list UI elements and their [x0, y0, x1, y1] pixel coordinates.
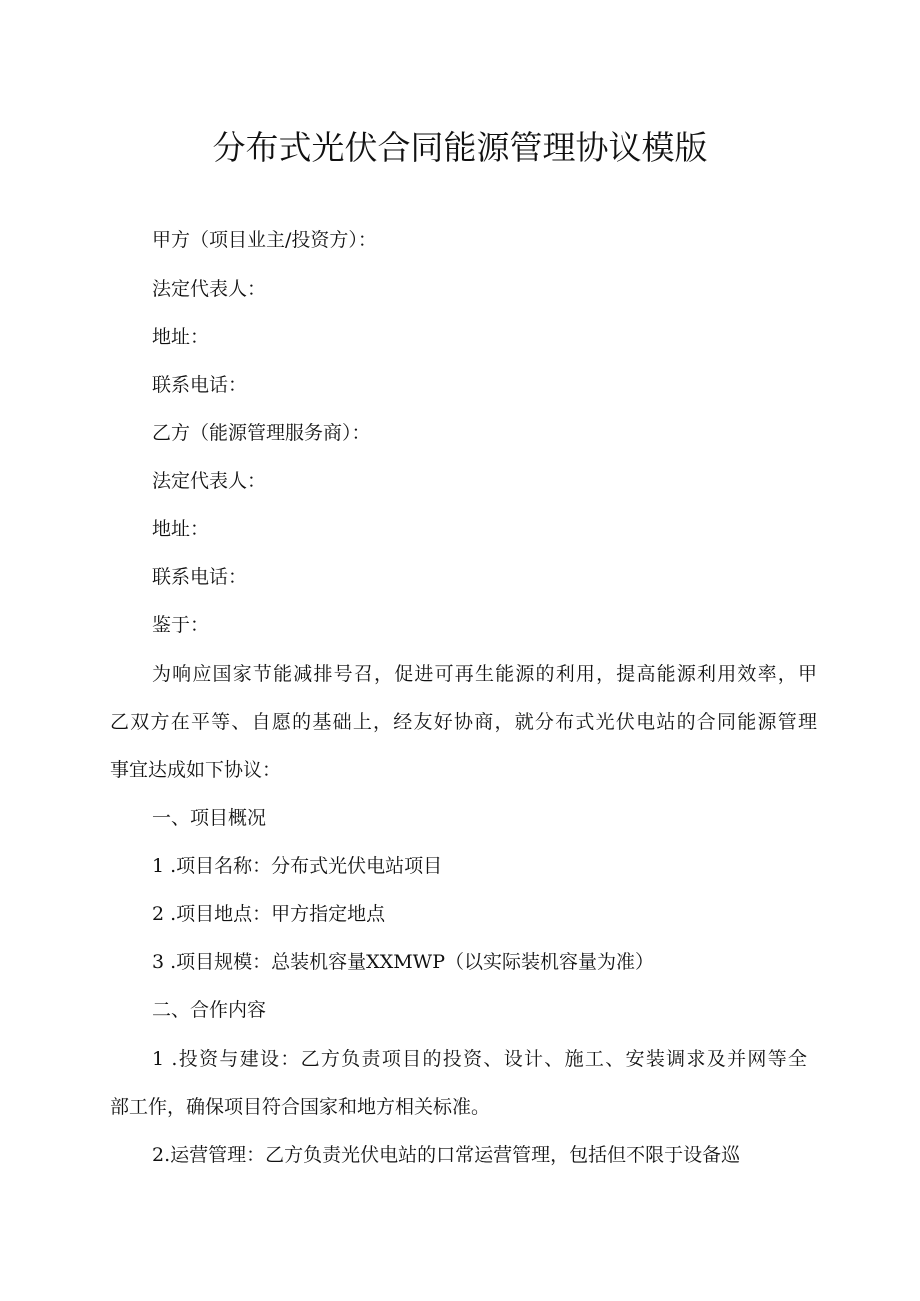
section-2-item-1-line-2: 部工作，确保项目符合国家和地方相关标准。: [110, 1096, 491, 1118]
party-b-address: 地址：: [152, 518, 210, 540]
party-a-address: 地址：: [152, 326, 210, 348]
party-b-phone: 联系电话：: [152, 566, 248, 588]
section-2-heading: 二、合作内容: [152, 999, 267, 1021]
section-2-item-2-line-1: 2.运营管理：乙方负责光伏电站的口常运营管理，包括但不限于设备巡: [152, 1144, 741, 1166]
section-1-item-2: 2 .项目地点：甲方指定地点: [152, 903, 386, 925]
party-a-representative: 法定代表人：: [152, 278, 267, 300]
preamble-line-2: 乙双方在平等、自愿的基础上，经友好协商，就分布式光伏电站的合同能源管理: [110, 711, 817, 733]
preamble-line-3: 事宜达成如下协议：: [110, 759, 282, 781]
party-a-phone: 联系电话：: [152, 374, 248, 396]
whereas-label: 鉴于：: [152, 614, 210, 636]
section-1-item-1: 1 .项目名称：分布式光伏电站项目: [152, 855, 443, 877]
section-1-heading: 一、项目概况: [152, 807, 267, 829]
section-1-item-3: 3 .项目规模：总装机容量XXMWP（以实际装机容量为准）: [152, 951, 654, 973]
party-a-heading: 甲方（项目业主/投资方）：: [152, 229, 377, 251]
document-title: 分布式光伏合同能源管理协议模版: [212, 128, 708, 167]
section-2-item-1-line-1: 1 .投资与建设：乙方负责项目的投资、设计、施工、安装调求及并网等全: [152, 1048, 807, 1070]
party-b-representative: 法定代表人：: [152, 470, 267, 492]
party-b-heading: 乙方（能源管理服务商）：: [152, 422, 371, 444]
preamble-line-1: 为响应国家节能减排号召，促进可再生能源的利用，提高能源利用效率，甲: [152, 663, 817, 685]
